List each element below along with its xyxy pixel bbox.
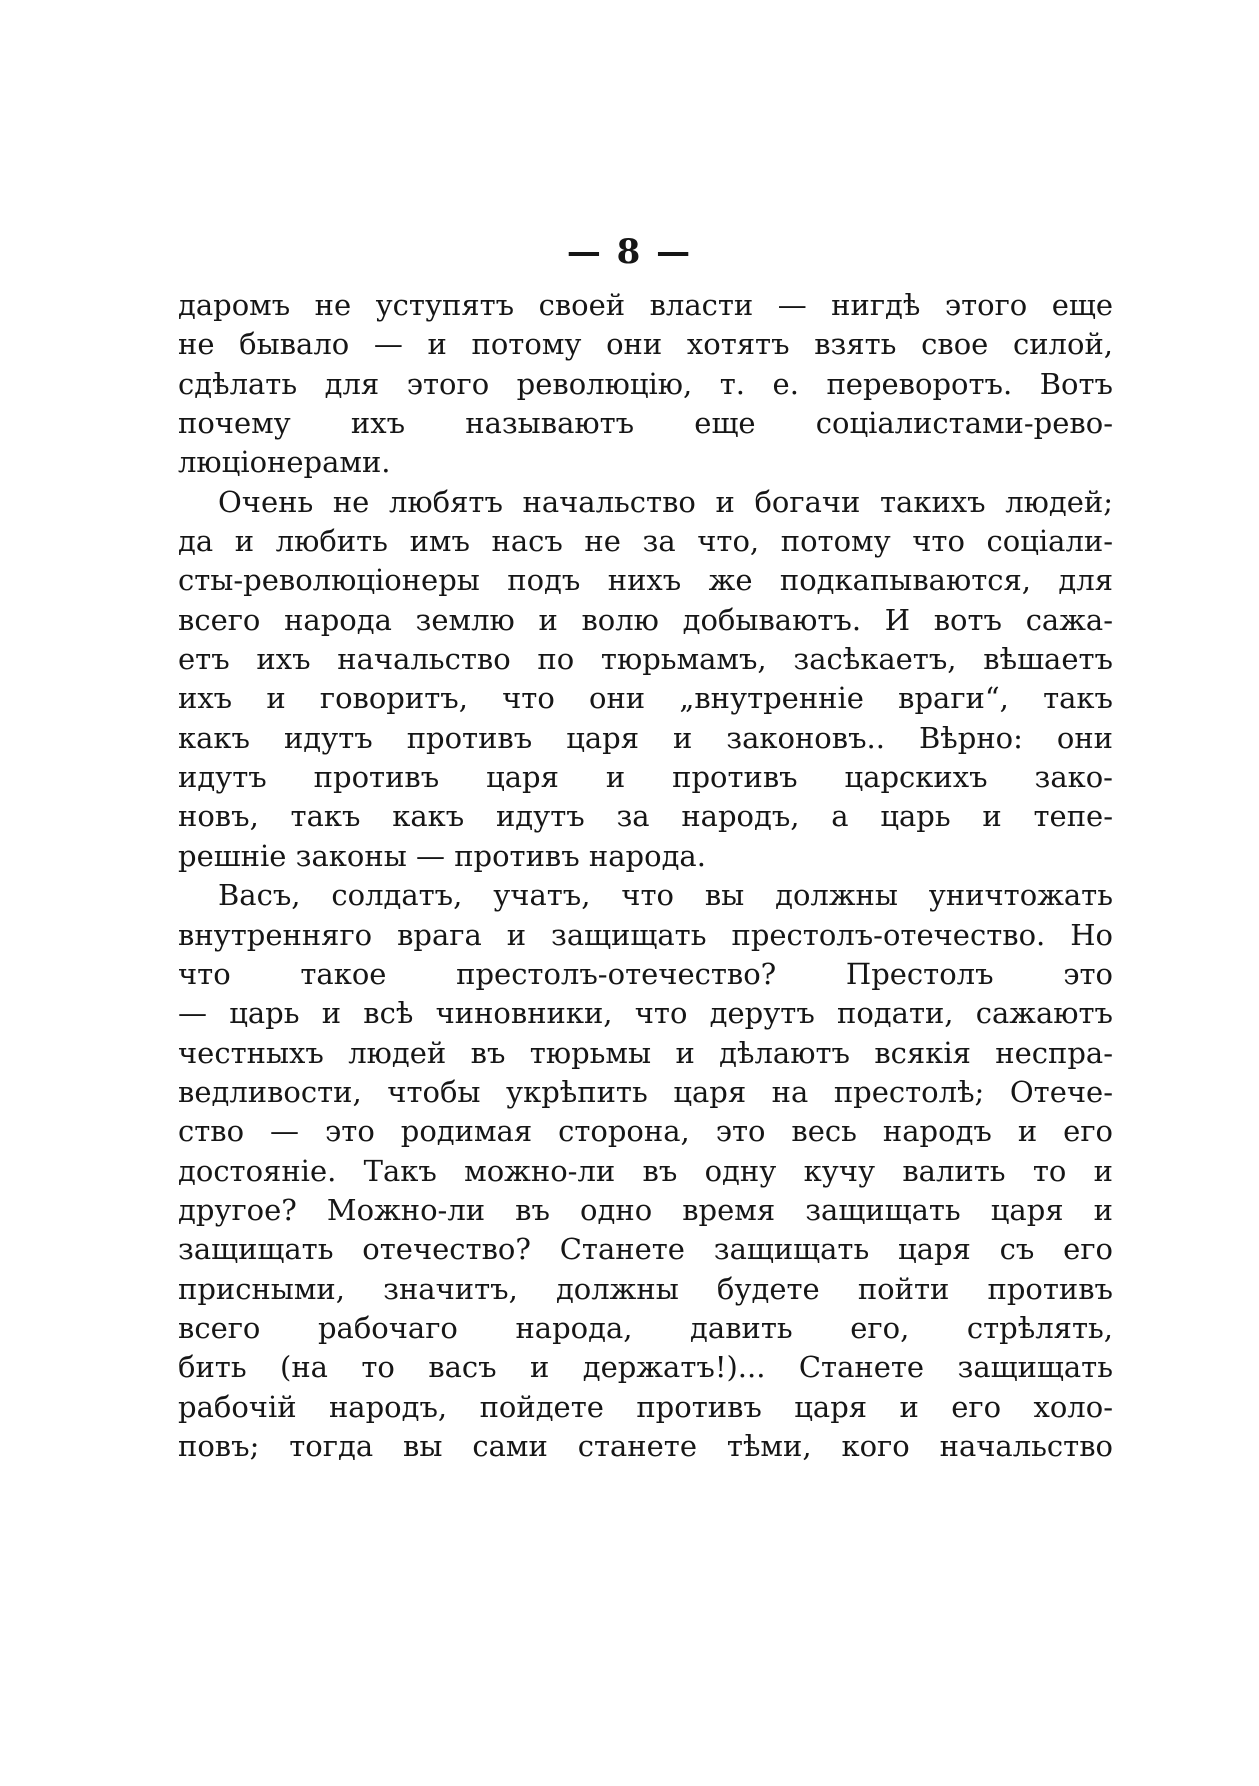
text-line: достояніе. Такъ можно-ли въ одну кучу валить то и bbox=[178, 1153, 1113, 1188]
text-line: всего народа землю и волю добываютъ. И вотъ сажа- bbox=[178, 602, 1113, 637]
text-line: повъ; тогда вы сами станете тѣми, кого начальство bbox=[178, 1428, 1113, 1463]
text-line: ведливости, чтобы укрѣпить царя на престолѣ; Отече- bbox=[178, 1074, 1113, 1109]
text-line: всего рабочаго народа, давить его, стрѣлять, bbox=[178, 1310, 1113, 1345]
body-text bbox=[178, 286, 1113, 1466]
text-line: люціонерами. bbox=[178, 445, 391, 480]
text-line: защищать отечество? Станете защищать царя съ его bbox=[178, 1232, 1113, 1267]
text-line: да и любить имъ насъ не за что, потому что соціали- bbox=[178, 524, 1113, 559]
text-line: почему ихъ называютъ еще соціалистами-рево- bbox=[178, 406, 1113, 441]
text-line: бить (на то васъ и держатъ!)... Станете защищать bbox=[178, 1350, 1113, 1385]
text-line: идутъ противъ царя и противъ царскихъ зако- bbox=[178, 760, 1113, 795]
text-line: сты-революціонеры подъ нихъ же подкапываются, для bbox=[178, 563, 1113, 598]
text-line: ихъ и говоритъ, что они „внутренніе враги“, такъ bbox=[178, 681, 1113, 716]
text-line: рабочій народъ, пойдете противъ царя и его холо- bbox=[178, 1389, 1113, 1424]
text-line: сдѣлать для этого революцію, т. е. переворотъ. Вотъ bbox=[178, 366, 1113, 401]
text-line: ство — это родимая сторона, это весь народъ и его bbox=[178, 1114, 1113, 1149]
text-line: Васъ, солдатъ, учатъ, что вы должны уничтожать bbox=[218, 878, 1113, 913]
text-line: Очень не любятъ начальство и богачи такихъ людей; bbox=[218, 484, 1113, 519]
text-line: что такое престолъ-отечество? Престолъ это bbox=[178, 956, 1113, 991]
text-line: честныхъ людей въ тюрьмы и дѣлаютъ всякія неспра- bbox=[178, 1035, 1113, 1070]
text-line: внутренняго врага и защищать престолъ-отечество. Но bbox=[178, 917, 1113, 952]
text-line: етъ ихъ начальство по тюрьмамъ, засѣкаетъ, вѣшаетъ bbox=[178, 642, 1113, 677]
text-line: не бывало — и потому они хотятъ взять свое силой, bbox=[178, 327, 1113, 362]
text-line: новъ, такъ какъ идутъ за народъ, а царь и тепе- bbox=[178, 799, 1113, 834]
text-line: — царь и всѣ чиновники, что дерутъ подати, сажаютъ bbox=[178, 996, 1113, 1031]
text-line: даромъ не уступятъ своей власти — нигдѣ этого еще bbox=[178, 288, 1113, 322]
text-line: какъ идутъ противъ царя и законовъ.. Вѣрно: они bbox=[178, 720, 1113, 755]
page-number: — 8 — bbox=[566, 232, 693, 272]
text-line: решніе законы — противъ народа. bbox=[178, 838, 706, 873]
text-line: другое? Можно-ли въ одно время защищать царя и bbox=[178, 1192, 1113, 1227]
text-line: присными, значитъ, должны будете пойти противъ bbox=[178, 1271, 1113, 1306]
